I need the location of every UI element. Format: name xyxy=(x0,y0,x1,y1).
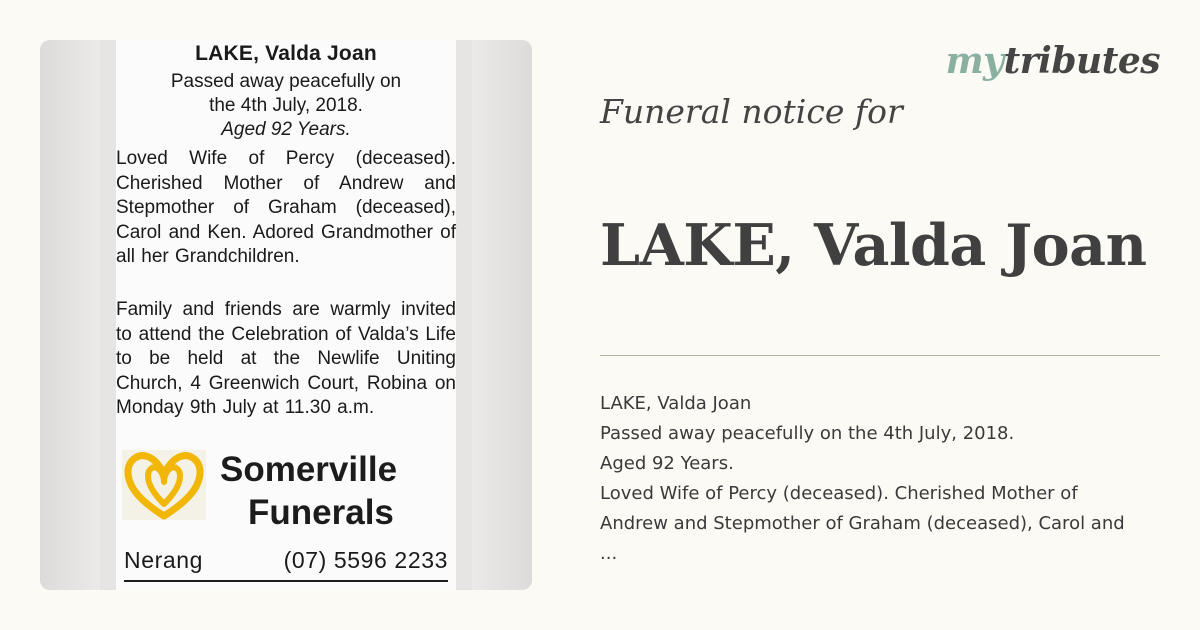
section-divider xyxy=(600,355,1160,356)
summary-line: Aged 92 Years. xyxy=(600,453,734,474)
notice-subtitle: Funeral notice for xyxy=(600,92,903,131)
funeral-home-phone: (07) 5596 2233 xyxy=(283,547,448,573)
notice-image-card xyxy=(40,40,532,590)
clipping-aged: Aged 92 Years. xyxy=(221,119,351,140)
funeral-home-line1: Somerville xyxy=(220,450,398,489)
clipping-bottom-rule xyxy=(124,580,448,582)
clipping-passed xyxy=(116,70,456,118)
brand-my: my xyxy=(945,40,1004,82)
deceased-name-title: LAKE, Valda Joan xyxy=(600,212,1147,279)
notice-summary xyxy=(600,389,1195,569)
clipping-family-text: Loved Wife of Percy (deceased). Cherished Mother of Andrew and Stepmother of Graham (deceased), Carol and Ken. Adored Grandmother of all her Grandchildren. xyxy=(116,148,456,267)
clipping-service-text: Family and friends are warmly invited to attend the Celebration of Valda’s Life to be held at the Newlife Uniting Church, 4 Greenwich Court, Robina on Monday 9th July at 11.30 a.m. xyxy=(116,299,456,418)
clipping-passed-line1: Passed away peacefully on xyxy=(170,71,402,92)
funeral-home-line2: Funerals xyxy=(248,493,394,532)
funeral-home-contact xyxy=(124,545,448,575)
newspaper-clipping xyxy=(116,40,456,590)
summary-line: Loved Wife of Percy (deceased). Cherished Mother of xyxy=(600,483,1078,504)
summary-line: LAKE, Valda Joan xyxy=(600,393,752,414)
funeral-home-location: Nerang xyxy=(124,547,204,573)
brand-tributes: tributes xyxy=(1003,40,1160,82)
clipping-name: LAKE, Valda Joan xyxy=(195,42,377,65)
somerville-logo-icon xyxy=(122,450,206,520)
summary-ellipsis: ... xyxy=(600,543,618,564)
clipping-passed-line2: the 4th July, 2018. xyxy=(209,95,363,116)
summary-line: Passed away peacefully on the 4th July, 2018. xyxy=(600,423,1015,444)
funeral-home-name xyxy=(220,448,456,534)
summary-line: Andrew and Stepmother of Graham (deceased), Carol and xyxy=(600,513,1125,534)
mytributes-logo[interactable] xyxy=(946,40,1160,82)
